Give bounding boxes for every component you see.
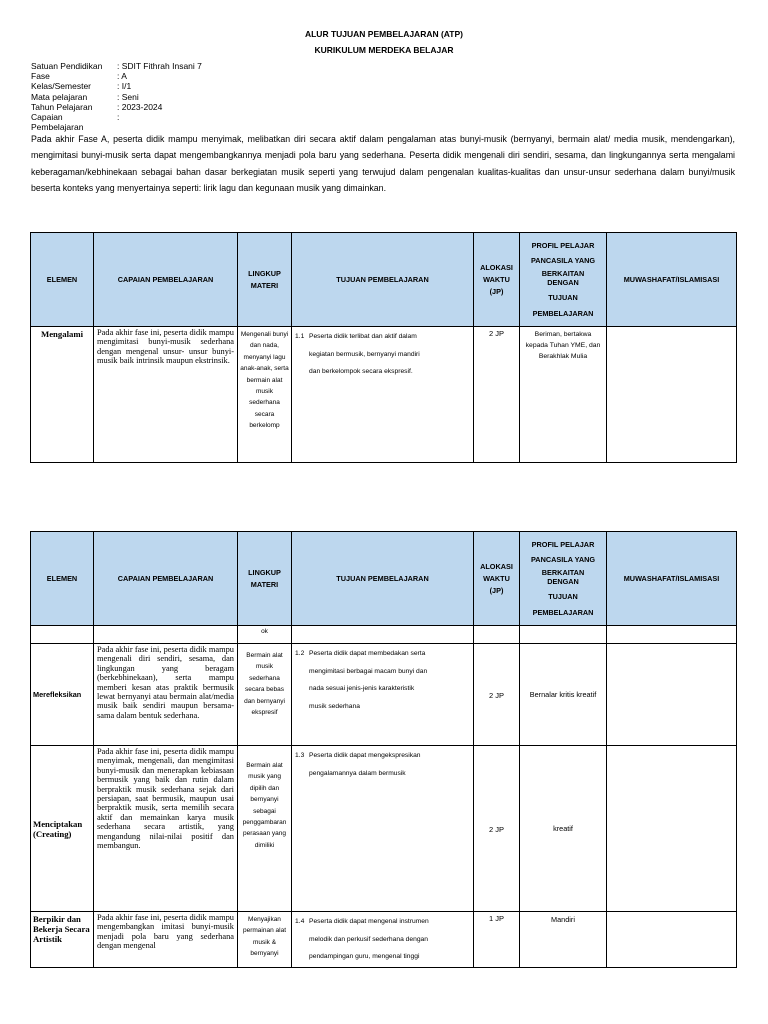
header-elemen: ELEMEN: [31, 233, 94, 327]
meta-value: : I/1: [117, 81, 132, 92]
meta-key: Capaian Pembelajaran: [31, 112, 84, 133]
capaian-cell: Pada akhir fase ini, peserta didik mampu mengenali diri sendiri, sesama, dan lingkungan yang beragam (berkebhinekaan), serta mampu memberi kesan atas praktik bermusik lewat bernyanyi atau bermain alat/media musik baik sendiri maupun bersama-sama dalam bentuk sederhana.: [94, 644, 238, 746]
tujuan-cell: 1.3 Peserta didik dapat mengekspresikan pengalamannya dalam bermusik: [292, 746, 474, 912]
meta-value: :: [117, 112, 120, 123]
profil-cell: Bernalar kritis kreatif: [520, 644, 607, 746]
header-profil: PROFIL PELAJAR PANCASILA YANG BERKAITAN DENGAN TUJUAN PEMBELAJARAN: [520, 233, 607, 327]
capaian-cell: Pada akhir fase ini, peserta didik mampu mengimitasi bunyi-musik sederhana dengan mengenal unsur- unsur bunyi-musik baik intrinsik maupun ekstrinsik.: [94, 327, 238, 463]
identity-block: [31, 61, 202, 132]
header-muwashafat: MUWASHAFAT/ISLAMISASI: [607, 233, 737, 327]
meta-row: [31, 81, 202, 91]
document-subtitle: KURIKULUM MERDEKA BELAJAR: [314, 45, 454, 55]
profil-cell: Mandiri: [520, 912, 607, 968]
muwashafat-cell: [607, 327, 737, 463]
meta-key: Tahun Pelajaran: [31, 101, 93, 112]
meta-key: Kelas/Semester: [31, 81, 91, 92]
header-profil: PROFIL PELAJAR PANCASILA YANG BERKAITAN DENGAN TUJUAN PEMBELAJARAN: [520, 532, 607, 626]
elemen-cell: Merefleksikan: [31, 644, 94, 746]
header-muwashafat: MUWASHAFAT/ISLAMISASI: [607, 532, 737, 626]
header-tujuan: TUJUAN PEMBELAJARAN: [292, 233, 474, 327]
capaian-paragraph: Pada akhir Fase A, peserta didik mampu menyimak, melibatkan diri secara aktif dalam pengalaman atas bunyi-musik (bernyanyi, bermain alat/ media musik, mendengarkan), mengimitasi bunyi-musik serta dapat mengembangkannya menjadi pola baru yang sederhana. Peserta didik mengenali diri sendiri, sesama, dan lingkungannya serta mengalami keberagaman/kebhinekaan sebagai bahan dasar berkegiatan musik seperti yang terwujud dalam pengenalan kualitas-kualitas dan unsur-unsur sederhana dalam bunyi/musik beserta konteks yang menyertainya seperti: lirik lagu dan kegunaan musik yang dimainkan.: [31, 134, 735, 194]
capaian-cell: Pada akhir fase ini, peserta didik mampu mengembangkan imitasi bunyi-musik menjadi pola baru yang sederhana dengan mengenal: [94, 912, 238, 968]
header-lingkup: LINGKUP MATERI: [238, 233, 292, 327]
capaian-cell: Pada akhir fase ini, peserta didik mampu menyimak, mengenali, dan mengimitasi bunyi-musik dan menerapkan kebiasaan bermusik yang baik dan rutin dalam berpraktik musik sederhana sejak dari persiapan, saat bermusik, maupun usai berpraktik musik, serta memilih secara aktif dan memainkan karya musik sederhana secara artistik, yang mengandung nilai-nilai positif dan membangun.: [94, 746, 238, 912]
muwashafat-cell: [607, 746, 737, 912]
table-row: [31, 644, 737, 746]
meta-value: : SDIT Fithrah Insani 7: [117, 61, 202, 71]
meta-value: : 2023-2024: [117, 101, 163, 112]
atp-table-1: [30, 232, 737, 463]
table-row: [31, 327, 737, 463]
header-tujuan: TUJUAN PEMBELAJARAN: [292, 532, 474, 626]
elemen-cell: Mengalami: [31, 327, 94, 463]
tujuan-cell: 1.2 Peserta didik dapat membedakan serta mengimitasi berbagai macam bunyi dan nada sesuai jenis-jenis karakteristik musik sederhana: [292, 644, 474, 746]
tujuan-cell: 1.1 Peserta didik terlibat dan aktif dalam kegiatan bermusik, bernyanyi mandiri dan berkelompok secara ekspresif.: [292, 327, 474, 463]
alokasi-cell: 1 JP: [474, 912, 520, 968]
alokasi-cell: 2 JP: [474, 746, 520, 912]
meta-row: [31, 102, 202, 112]
muwashafat-cell: [607, 644, 737, 746]
header-elemen: ELEMEN: [31, 532, 94, 626]
elemen-cell: Menciptakan (Creating): [31, 746, 94, 912]
table-row-carry: [31, 626, 737, 644]
header-capaian: CAPAIAN PEMBELAJARAN: [94, 233, 238, 327]
lingkup-cell: Mengenali bunyi dan nada, menyanyi lagu anak-anak, serta bermain alat musik sederhana secara berkelomp: [238, 327, 292, 463]
meta-key: Mata pelajaran: [31, 91, 88, 102]
tujuan-cell: 1.4 Peserta didik dapat mengenal instrumen melodik dan perkusif sederhana dengan pendampingan guru, mengenal tinggi: [292, 912, 474, 968]
header-capaian: CAPAIAN PEMBELAJARAN: [94, 532, 238, 626]
muwashafat-cell: [607, 912, 737, 968]
header-alokasi: ALOKASI WAKTU (JP): [474, 532, 520, 626]
atp-table-2: [30, 531, 737, 968]
lingkup-cell: Menyajikan permainan alat musik & bernyanyi: [238, 912, 292, 968]
meta-value: : Seni: [117, 91, 139, 102]
meta-row: [31, 112, 202, 132]
meta-key: Fase: [31, 71, 50, 82]
meta-row: [31, 61, 202, 71]
lingkup-carry-cell: ok: [238, 626, 292, 644]
meta-row: [31, 71, 202, 81]
document-title: ALUR TUJUAN PEMBELAJARAN (ATP): [304, 29, 464, 39]
header-lingkup: LINGKUP MATERI: [238, 532, 292, 626]
alokasi-cell: 2 JP: [474, 644, 520, 746]
meta-value: : A: [117, 71, 127, 82]
header-alokasi: ALOKASI WAKTU (JP): [474, 233, 520, 327]
profil-cell: Beriman, bertakwa kepada Tuhan YME, dan Berakhlak Mulia: [520, 327, 607, 463]
lingkup-cell: Bermain alat musik sederhana secara bebas dan bernyanyi ekspresif: [238, 644, 292, 746]
meta-key: Satuan Pendidikan: [31, 61, 103, 71]
table-row: [31, 912, 737, 968]
profil-cell: kreatif: [520, 746, 607, 912]
alokasi-cell: 2 JP: [474, 327, 520, 463]
lingkup-cell: Bermain alat musik yang dipilih dan bernyanyi sebagai penggambaran perasaan yang dimiliki: [238, 746, 292, 912]
elemen-cell: Berpikir dan Bekerja Secara Artistik: [31, 912, 94, 968]
meta-row: [31, 92, 202, 102]
table-row: [31, 746, 737, 912]
